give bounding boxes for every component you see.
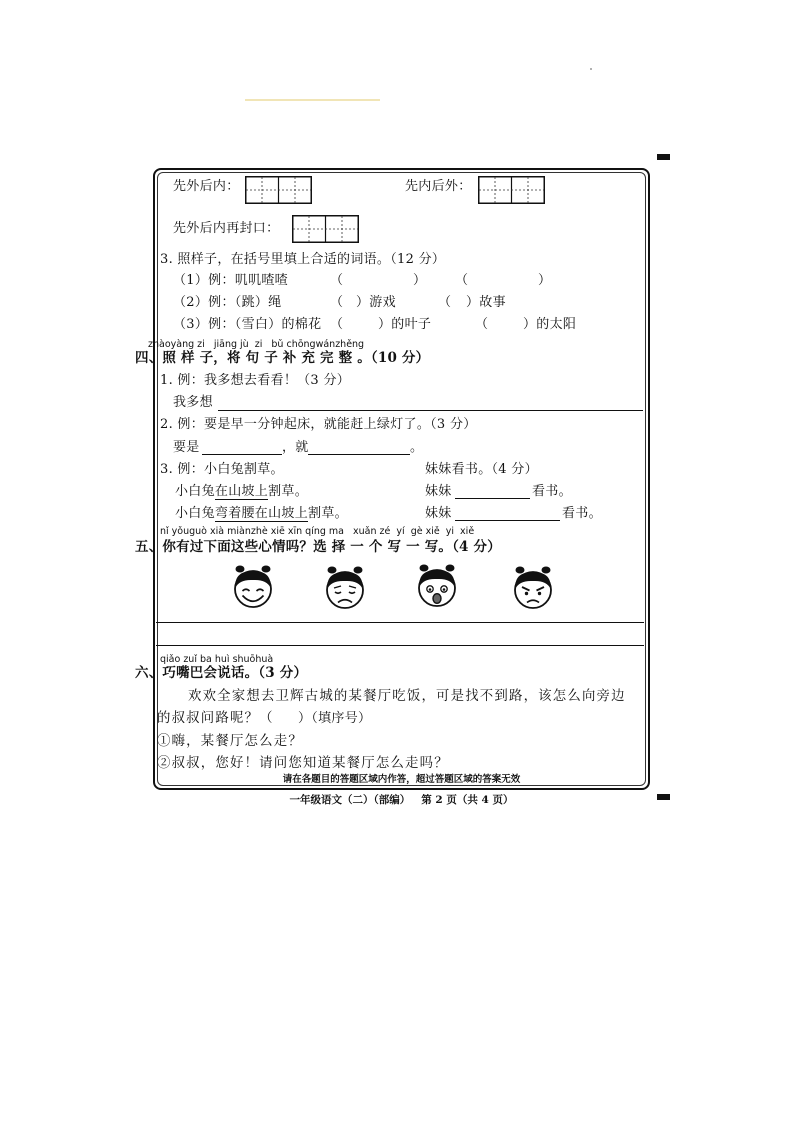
registration-mark-bottom (657, 794, 670, 800)
scan-artifact-line (245, 99, 380, 101)
section-5-writing-line-1 (156, 622, 644, 623)
angry-face-icon (508, 563, 558, 609)
fill-row-3-bracket-open-1: （ (330, 317, 344, 332)
example-b-after: 割草。 (308, 506, 348, 521)
example-b-before: 小白兔 (175, 506, 215, 521)
section-5-writing-line-2 (156, 645, 644, 646)
section-4-q3-example-b (175, 506, 348, 522)
stroke-order-label-close: 先外后内再封口： (173, 221, 280, 236)
fill-row-2-bracket-open-2: （ (438, 295, 452, 310)
question-3-title: 3. 照样子，在括号里填上合适的词语。（12 分） (160, 252, 446, 267)
example-a-after: 割草。 (268, 484, 309, 499)
section-6-pinyin: qiǎo zuǐ ba huì shuōhuà (160, 654, 274, 665)
tianzige-grid-1 (245, 176, 312, 204)
fill-row-3-bracket-close-1: ）的叶子 (378, 317, 432, 332)
stroke-order-label-outside-in: 先外后内： (173, 179, 240, 194)
section-4-q3-answer-a-end: 看书。 (532, 484, 572, 499)
sad-face-icon (320, 563, 370, 609)
section-6-heading: 六、巧嘴巴会说话。（3 分） (135, 665, 308, 681)
scan-artifact-dot (590, 68, 592, 70)
section-4-q1-prompt: 1. 例：我多想去看看！（3 分） (160, 373, 351, 388)
stroke-order-label-inside-out: 先内后外： (405, 179, 472, 194)
section-4-q3-prompt: 3. 例：小白兔割草。 (160, 462, 284, 477)
happy-face-icon (228, 562, 278, 608)
section-4-q3-answer-b-end: 看书。 (562, 506, 602, 521)
fill-row-3-bracket-open-2: （ (475, 317, 489, 332)
fill-row-2-bracket-close-2: ）故事 (466, 295, 506, 310)
section-4-heading: 四、照 样 子，将 句 子 补 充 完 整 。（10 分） (135, 350, 430, 366)
section-5-heading: 五、你有过下面这些心情吗？选 择 一 个 写 一 写。（4 分） (135, 539, 501, 555)
section-4-q2-answer-start: 要是 (173, 440, 200, 455)
section-4-pinyin: zhàoyàng zi jiāng jù zi bǔ chōngwánzhěng (148, 339, 365, 350)
section-4-q2-answer-mid: ，就 (282, 440, 309, 455)
fill-row-1-example: （1）例：叽叽喳喳 (173, 273, 288, 288)
section-4-q3-example-a (175, 484, 308, 500)
example-b-underlined: 弯着腰在山坡上 (214, 506, 309, 521)
registration-mark-top (657, 154, 670, 160)
section-6-paragraph-line-2-start: 的叔叔问路呢？（ (157, 711, 274, 726)
answer-area-notice: 请在各题目的答题区域内作答，超过答题区域的答案无效 (282, 774, 521, 785)
page-footer: 一年级语文（二）（部编） 第 2 页（共 4 页） (289, 794, 514, 806)
example-a-underlined: 在山坡上 (214, 484, 269, 499)
section-4-q2-answer-end: 。 (410, 440, 424, 455)
tianzige-grid-2 (478, 176, 545, 204)
fill-row-3-bracket-close-2: ）的太阳 (523, 317, 577, 332)
section-6-option-1: ①嗨，某餐厅怎么走？ (157, 734, 303, 749)
section-4-q3-answer-b-start: 妹妹 (425, 506, 452, 521)
fill-row-1-bracket-close-1: ） (413, 273, 427, 288)
example-a-before: 小白兔 (175, 484, 215, 499)
fill-row-1-bracket-open-2: （ (455, 273, 469, 288)
fill-row-1-bracket-close-2: ） (538, 273, 552, 288)
section-6-paragraph-line-2-end: ）（填序号） (298, 711, 372, 726)
fill-row-2-bracket-open-1: （ (330, 295, 344, 310)
section-4-q3-answer-b-line (455, 520, 560, 521)
section-6-paragraph-line-1: 欢欢全家想去卫辉古城的某餐厅吃饭，可是找不到路，该怎么向旁边 (188, 689, 626, 704)
section-4-q3-answer-a-start: 妹妹 (425, 484, 452, 499)
section-6-option-2: ②叔叔，您好！请问您知道某餐厅怎么走吗？ (157, 756, 449, 771)
fill-row-1-bracket-open-1: （ (330, 273, 344, 288)
section-4-q3-answer-a-line (455, 498, 530, 499)
section-4-q2-answer-line-1 (202, 454, 282, 455)
section-4-q3-prompt-right: 妹妹看书。（4 分） (425, 462, 538, 477)
section-4-q1-answer-line (218, 410, 643, 411)
section-4-q2-answer-line-2 (308, 454, 410, 455)
tianzige-grid-3 (292, 215, 359, 243)
section-4-q1-answer-prefix: 我多想 (173, 395, 213, 410)
surprised-face-icon (412, 561, 462, 607)
fill-row-2-example: （2）例：（跳）绳 (173, 295, 282, 310)
fill-row-3-example: （3）例：（雪白）的棉花 (173, 317, 322, 332)
fill-row-2-bracket-close-1: ）游戏 (356, 295, 396, 310)
section-5-pinyin: nǐ yǒuguò xià miànzhè xiē xīn qíng ma xuǎn zé yí gè xiě yi xiě (160, 526, 475, 537)
section-4-q2-prompt: 2. 例：要是早一分钟起床，就能赶上绿灯了。（3 分） (160, 417, 477, 432)
